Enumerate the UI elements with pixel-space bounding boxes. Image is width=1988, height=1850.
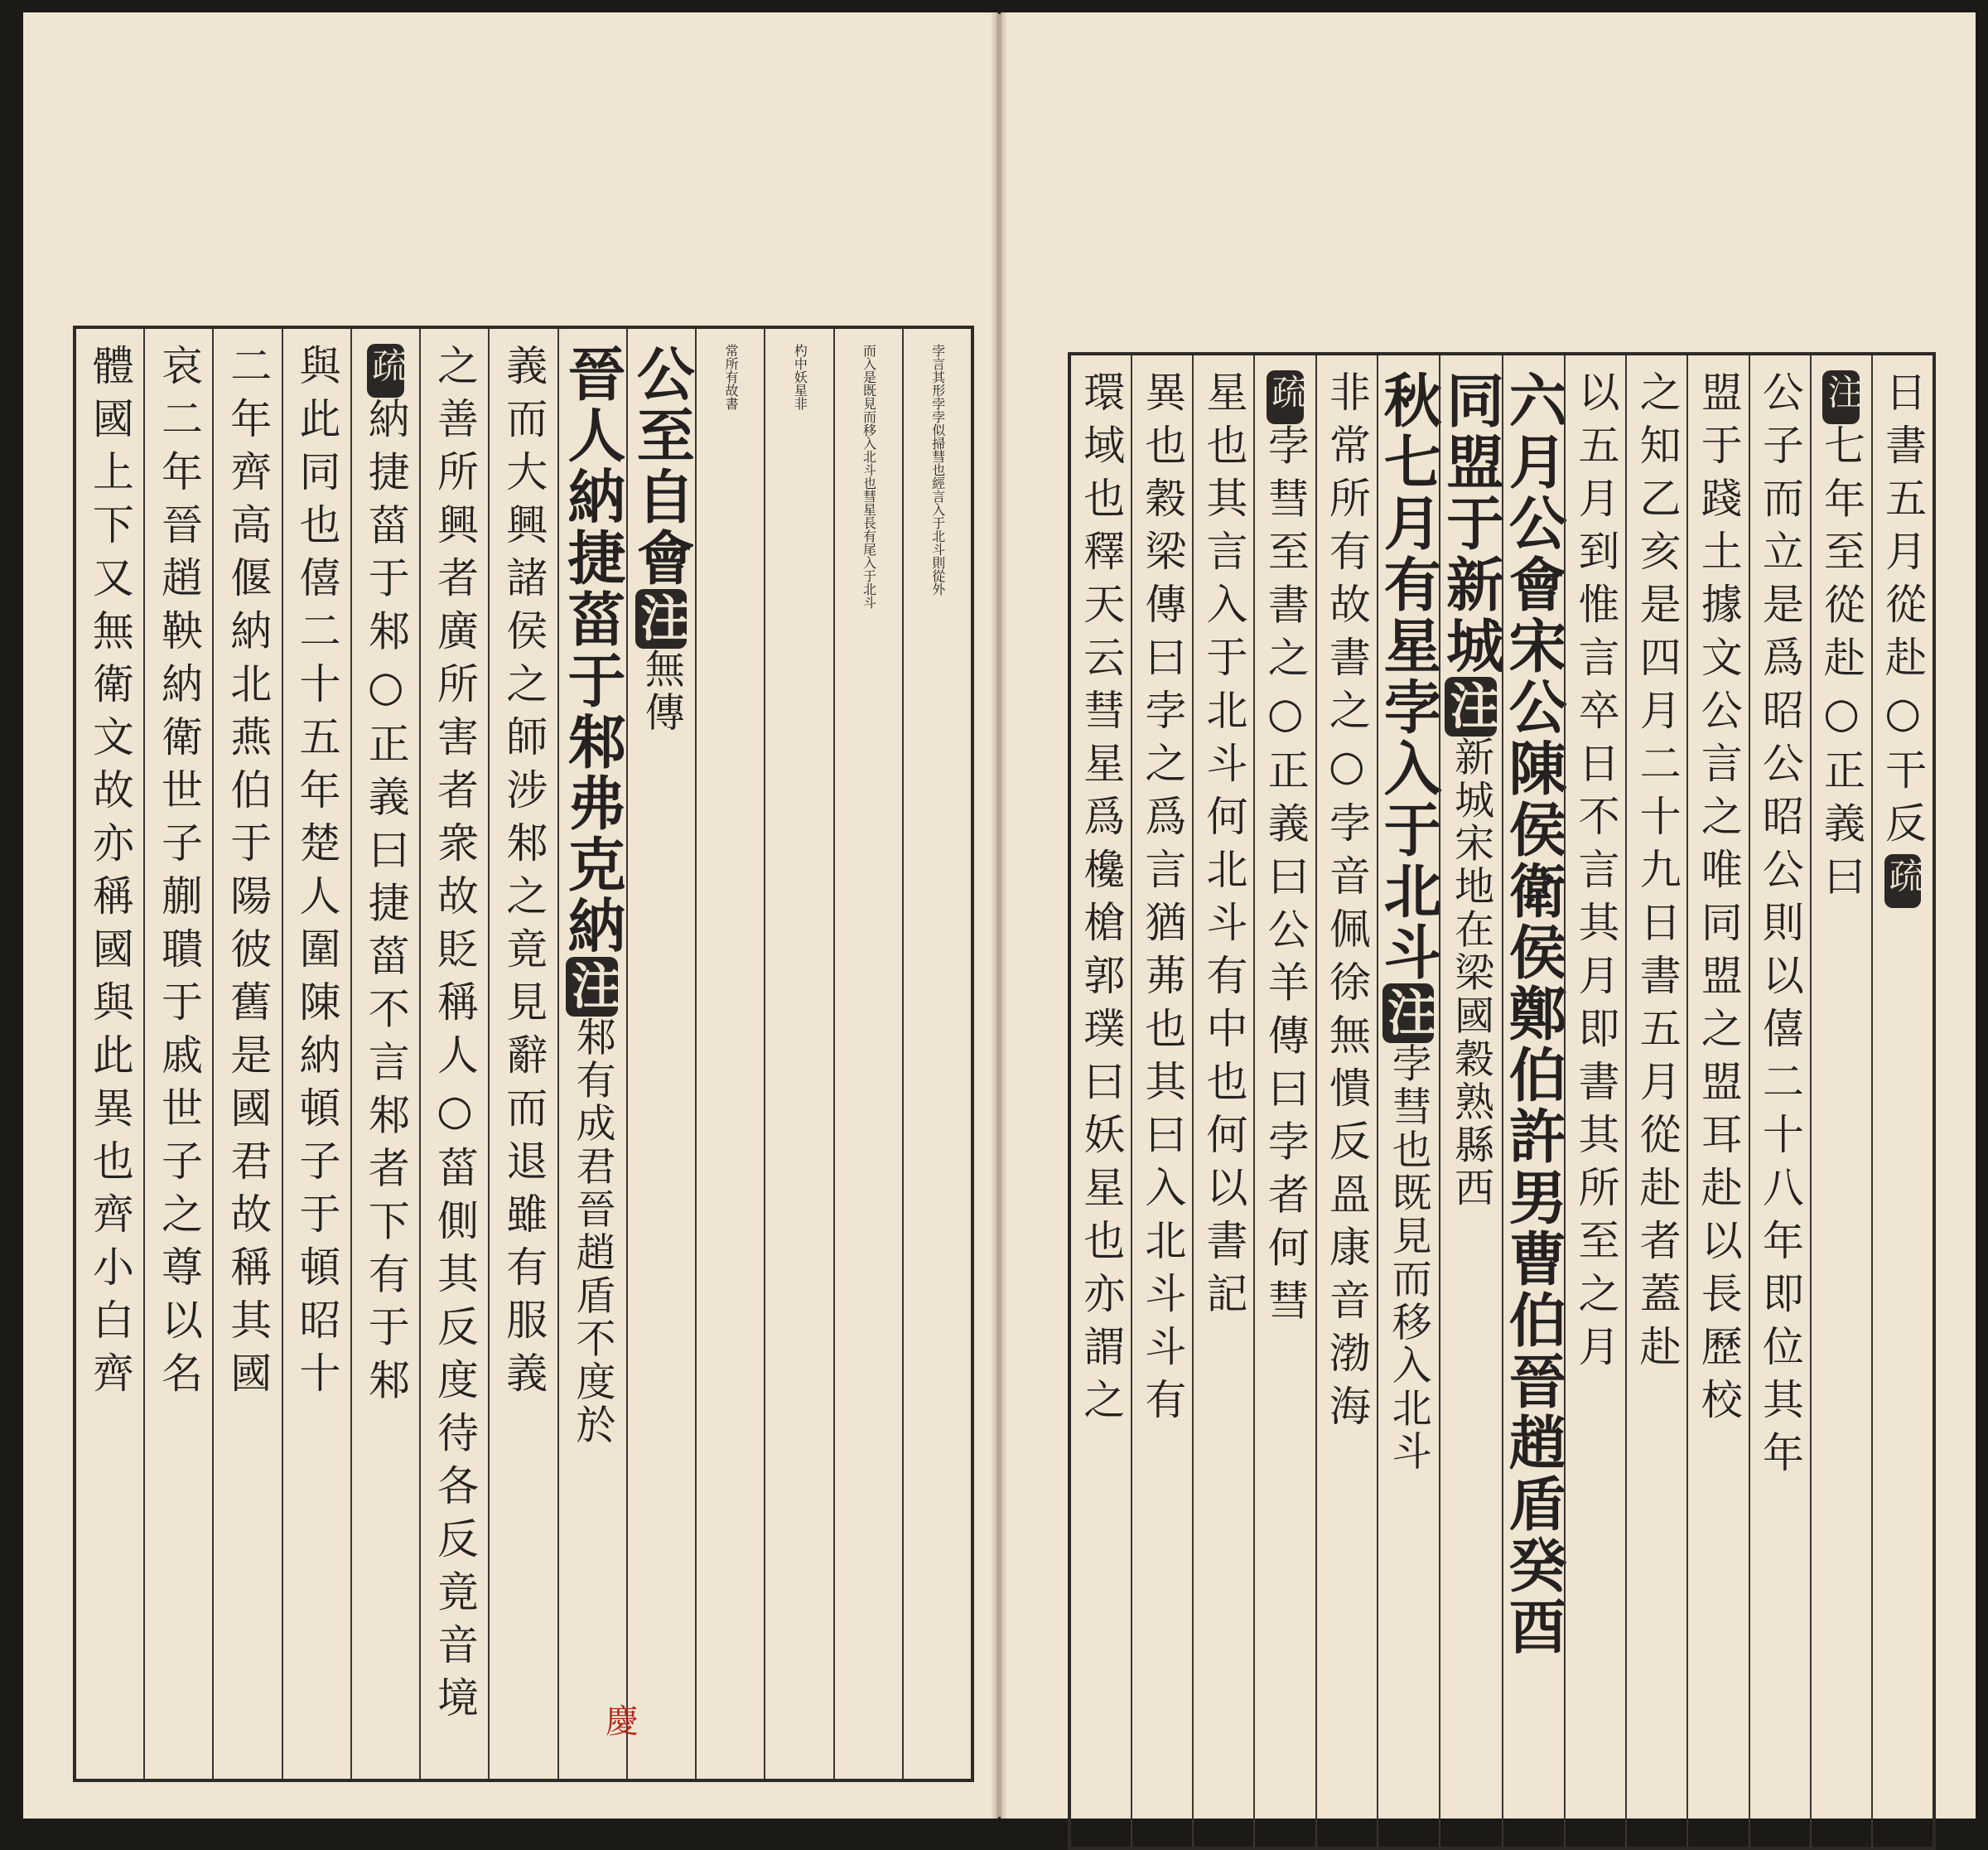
column-text [1374,370,1444,1847]
text-column [695,329,764,1779]
column-text: 星也其言入于北斗何北斗有中也何以書記 [1199,370,1248,1325]
column-text: 杓中妖星非 [792,344,808,410]
column-text [1261,370,1310,1847]
text-column [1436,355,1506,1847]
column-text: 盟于踐土據文公言之唯同盟之盟耳赴以長歷校 [1694,370,1743,1431]
main-text: 晉人納捷菑于邾弗克納 [557,344,627,957]
commentary-text: 孛彗至書之○正義曰公羊傳曰孛者何彗 [1261,423,1310,1332]
column-text: 與此同也僖二十五年楚人圍陳納頓子于頓昭十 [292,344,341,1404]
text-column [1871,355,1933,1847]
book-gutter [991,12,1007,1819]
column-text [557,344,627,1779]
annotation-marker: 注 [1822,370,1860,424]
main-text: 秋七月有星孛入于北斗 [1374,370,1444,983]
annotation-marker: 注 [1382,983,1434,1043]
text-column [1315,355,1377,1847]
column-text: 常所有故書 [723,344,740,410]
left-text-frame [73,326,974,1782]
annotation-marker: 注 [635,589,687,649]
text-column [1192,355,1253,1847]
annotation-marker: 疏 [1884,854,1922,908]
right-text-frame [1068,352,1936,1850]
text-column [1253,355,1315,1847]
commentary-text: 日書五月從赴○干反 [1879,370,1928,854]
column-text: 之善所興者廣所害者衆故貶稱人○菑側其反度待各反竟音境 [430,344,479,1729]
annotation-marker: 疏 [367,344,404,398]
main-text: 同盟于新城 [1436,370,1506,677]
open-book [23,12,1975,1819]
column-text: 異也穀梁傳曰孛之爲言猶茀也其曰入北斗斗有 [1138,370,1187,1431]
text-column [902,329,971,1779]
commentary-text: 納捷菑于邾○正義曰捷菑不言邾者下有于邾 [361,397,410,1412]
annotation-marker: 注 [566,957,617,1017]
main-text: 公至自會 [627,344,697,589]
annotation-text: 無傳 [638,648,685,735]
column-text: 之知乙亥是四月二十九日書五月從赴者蓋赴 [1633,370,1682,1378]
column-text [1436,370,1506,1847]
column-text: 義而大興諸侯之師涉邾之竟見辭而退雖有服義 [499,344,548,1404]
text-column [557,329,626,1779]
text-column [1749,355,1810,1847]
text-column [419,329,488,1779]
text-column [1374,355,1444,1847]
annotation-marker: 注 [1445,677,1496,737]
column-text: 環域也釋天云彗星爲欃槍郭璞曰妖星也亦謂之 [1077,370,1126,1431]
text-column [282,329,350,1779]
annotation-text: 邾有成君晉趙盾不度於 [568,1016,615,1447]
text-column [764,329,832,1779]
column-text: 非常所有故書之○孛音佩徐無憒反𥁕康音渤海 [1322,370,1371,1437]
text-column [626,329,695,1779]
annotation-marker: 疏 [1267,370,1304,424]
text-column [1686,355,1748,1847]
left-page [23,12,998,1819]
text-column [1810,355,1871,1847]
column-text: 二年齊高偃納北燕伯于陽彼舊是國君故稱其國 [224,344,273,1404]
text-column [212,329,281,1779]
column-text: 公子而立是爲昭公昭公則以僖二十八年即位其年 [1755,370,1804,1484]
text-column [143,329,212,1779]
annotation-text: 孛彗也既見而移入北斗 [1385,1042,1432,1474]
column-text [1879,370,1928,1847]
text-column [488,329,557,1779]
text-column [1071,355,1131,1847]
text-column [76,329,143,1779]
red-seal-mark: 慶 [606,1702,639,1741]
text-column [1625,355,1686,1847]
text-column [1564,355,1625,1847]
text-column [833,329,902,1779]
column-text: 孛言其形孛孛似掃彗也經言入于北斗則從外 [929,344,946,596]
column-text: 而入是既見而移入北斗也彗星長有尾入于北斗 [861,344,877,609]
column-text [1817,370,1866,1847]
text-column [350,329,419,1779]
text-column [1499,355,1569,1847]
commentary-text: 七年至從赴○正義曰 [1817,423,1866,908]
column-text [627,344,697,1779]
column-text [361,344,410,1779]
annotation-text: 新城宋地在梁國穀熟縣西 [1447,736,1494,1210]
column-text: 以五月到惟言卒日不言其月即書其所至之月 [1571,370,1620,1378]
column-text: 體國上下又無衛文故亦稱國與此異也齊小白齊 [85,344,134,1404]
text-column [1131,355,1192,1847]
column-text: 六月公會宋公陳侯衛侯鄭伯許男曹伯晉趙盾癸酉 [1499,370,1569,1658]
column-text: 哀二年晉趙鞅納衛世子蒯聵于戚世子之尊以名 [155,344,204,1404]
right-page [1001,12,1976,1819]
